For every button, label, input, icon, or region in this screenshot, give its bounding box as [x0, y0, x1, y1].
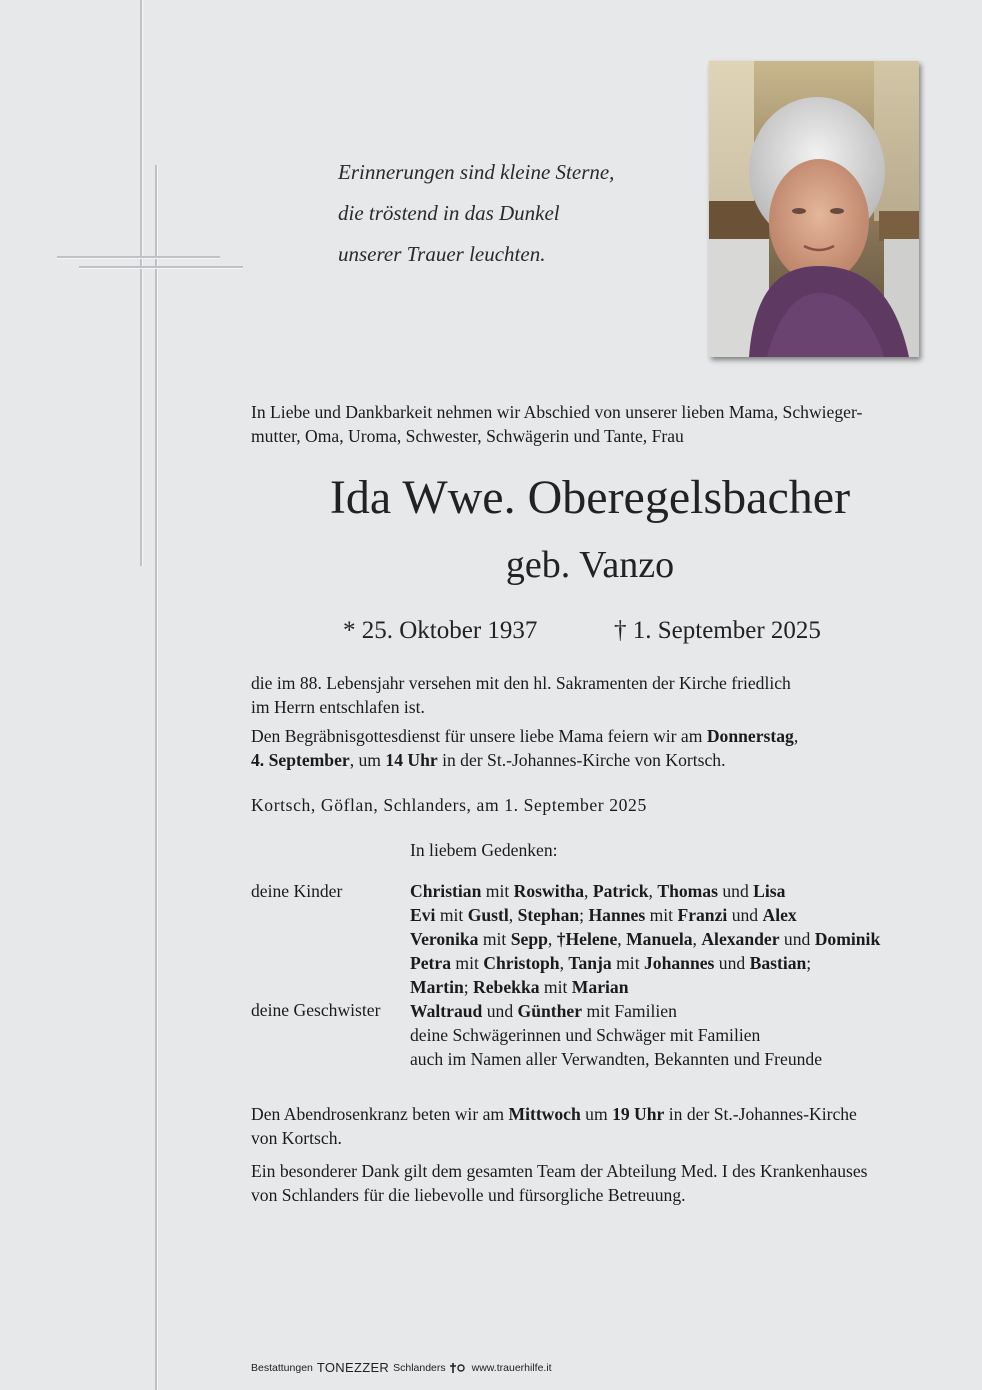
family-line [410, 903, 880, 927]
family-line [410, 927, 880, 951]
text-run: , [547, 929, 557, 949]
rosary-paragraph [251, 1102, 857, 1150]
family-line: auch im Namen aller Verwandten, Bekannten und Freunde [410, 1049, 823, 1069]
cross-vertical-full-highlight [157, 165, 158, 1390]
family-member: Patrick [592, 881, 649, 901]
text-run: ; [806, 953, 812, 973]
family-member: Bastian [749, 953, 807, 973]
rosary-time: 19 Uhr [612, 1104, 665, 1124]
text-run: mit [478, 929, 511, 949]
cross-horizontal-lower-highlight [79, 268, 243, 269]
family-member: Johannes [643, 953, 715, 973]
family-line: deine Schwägerinnen und Schwäger mit Familien [410, 1025, 761, 1045]
family-member: Martin [410, 977, 464, 997]
maiden-name: geb. Vanzo [505, 544, 675, 586]
text-run: in der St.-Johannes-Kirche von Kortsch. [437, 750, 726, 770]
passing-paragraph [251, 671, 791, 719]
text-run: ; [463, 977, 474, 997]
family-member: Thomas [657, 881, 718, 901]
rosary-weekday: Mittwoch [508, 1104, 581, 1124]
text-run: , um [349, 750, 386, 770]
family-line [410, 999, 880, 1023]
text-run: und [482, 1001, 518, 1021]
family-member: Hannes [588, 905, 646, 925]
text-run: ; [579, 905, 589, 925]
text-run: , [559, 953, 569, 973]
paragraph-line: die im 88. Lebensjahr versehen mit den hl. Sakramenten der Kirche friedlich [251, 673, 791, 693]
family-member: Evi [410, 905, 436, 925]
birth-date: * 25. Oktober 1937 [343, 617, 538, 644]
quote-line: unserer Trauer leuchten. [338, 242, 546, 266]
text-run: , [584, 881, 593, 901]
family-member: Roswitha [513, 881, 585, 901]
kinder-label: deine Kinder [251, 881, 343, 901]
family-member: Dominik [814, 929, 881, 949]
family-line [410, 879, 880, 903]
family-member: Lisa [753, 881, 786, 901]
paragraph-line: von Kortsch. [251, 1128, 342, 1148]
service-weekday: Donnerstag [706, 726, 794, 746]
cross-horizontal-upper-highlight [57, 258, 220, 259]
text-run: und [717, 881, 754, 901]
family-list [410, 879, 880, 1071]
family-member: Waltraud [410, 1001, 483, 1021]
text-run: um [580, 1104, 613, 1124]
family-line [410, 975, 880, 999]
text-run: , [617, 929, 627, 949]
family-member: Petra [410, 953, 452, 973]
paragraph-line [251, 1102, 857, 1126]
family-member: Tanja [568, 953, 612, 973]
footer-town: Schlanders [393, 1361, 446, 1374]
family-member: Christian [410, 881, 482, 901]
funeral-service-paragraph [251, 724, 798, 772]
text-run: Den Abendrosenkranz beten wir am [251, 1104, 509, 1124]
portrait-photo [709, 61, 919, 357]
family-member: Marian [571, 977, 629, 997]
text-run: und [779, 929, 815, 949]
family-member: Christoph [483, 953, 560, 973]
paragraph-line: von Schlanders für die liebevolle und fürsorgliche Betreuung. [251, 1185, 686, 1205]
family-member: Franzi [677, 905, 728, 925]
family-member: Gustl [467, 905, 509, 925]
text-run: mit Familien [582, 1001, 677, 1021]
family-member: Alexander [701, 929, 780, 949]
memory-heading: In liebem Gedenken: [410, 840, 558, 860]
family-member: †Helene [556, 929, 618, 949]
quote-line: Erinnerungen sind kleine Sterne, [338, 160, 615, 184]
text-run: mit [481, 881, 514, 901]
text-run: , [692, 929, 702, 949]
family-member: Stephan [517, 905, 580, 925]
family-member: Sepp [510, 929, 548, 949]
service-time: 14 Uhr [385, 750, 438, 770]
intro-line: In Liebe und Dankbarkeit nehmen wir Abschied von unserer lieben Mama, Schwieger- [251, 402, 863, 422]
paragraph-line: im Herrn entschlafen ist. [251, 697, 425, 717]
family-member: Veronika [410, 929, 479, 949]
text-run: , [648, 881, 658, 901]
text-run: mit [645, 905, 678, 925]
footer [251, 1360, 552, 1375]
family-member: Alex [762, 905, 797, 925]
text-run: , [508, 905, 518, 925]
thanks-paragraph [251, 1159, 868, 1207]
deceased-name: Ida Wwe. Oberegelsbacher [329, 471, 851, 524]
text-run: und [727, 905, 763, 925]
paragraph-line: Ein besonderer Dank gilt dem gesamten Team der Abteilung Med. I des Krankenhauses [251, 1161, 868, 1181]
text-run: mit [611, 953, 644, 973]
family-line [410, 951, 880, 975]
paragraph-line [251, 748, 798, 772]
intro-line: mutter, Oma, Uroma, Schwester, Schwägerin und Tante, Frau [251, 426, 684, 446]
family-member: Manuela [626, 929, 693, 949]
text-run: mit [451, 953, 484, 973]
intro-text [251, 400, 862, 448]
text-run: mit [539, 977, 572, 997]
family-member: Günther [517, 1001, 583, 1021]
portrait-illustration [709, 61, 919, 357]
text-run: und [714, 953, 750, 973]
paragraph-line [251, 724, 798, 748]
footer-prefix: Bestattungen [251, 1361, 313, 1374]
place-date: Kortsch, Göflan, Schlanders, am 1. September 2025 [251, 795, 647, 815]
geschwister-label: deine Geschwister [251, 1000, 381, 1020]
quote-line: die tröstend in das Dunkel [338, 201, 560, 225]
text-run: , [793, 726, 799, 746]
text-run: Den Begräbnisgottesdienst für unsere liebe Mama feiern wir am [251, 726, 707, 746]
memorial-quote [338, 152, 614, 275]
death-date: † 1. September 2025 [614, 617, 821, 644]
service-date: 4. September [251, 750, 350, 770]
text-run: mit [435, 905, 468, 925]
footer-url[interactable]: www.trauerhilfe.it [471, 1361, 552, 1374]
footer-brand: TONEZZER [316, 1360, 390, 1375]
family-member: Rebekka [473, 977, 540, 997]
trauerhilfe-logo-icon [450, 1361, 468, 1375]
text-run: in der St.-Johannes-Kirche [664, 1104, 857, 1124]
